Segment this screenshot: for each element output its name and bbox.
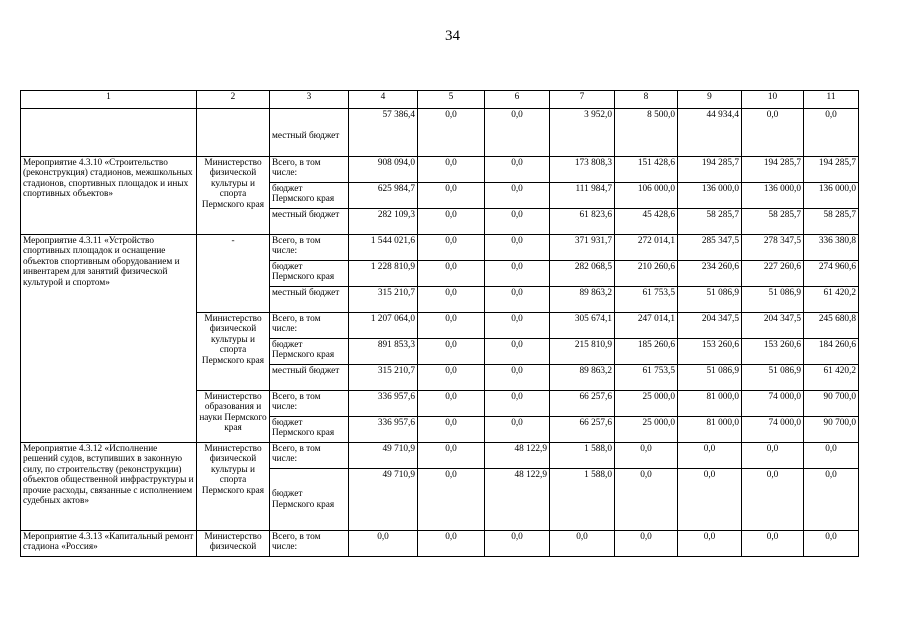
value-cell: 90 700,0 [804, 391, 859, 417]
value-cell: 0,0 [485, 235, 550, 261]
header-row [21, 91, 859, 109]
funding-source-cell: местный бюджет [270, 109, 349, 157]
activity-cell: Мероприятие 4.3.12 «Исполнение решений судов, вступивших в законную силу, по строительству (реконструкции) объектов общественной инфраструктуры и прочие расходы, связанные с исполнением судебных актов» [21, 443, 197, 531]
value-cell: 0,0 [418, 109, 485, 157]
value-cell: 0,0 [678, 443, 742, 469]
value-cell: 371 931,7 [550, 235, 615, 261]
value-cell: 1 588,0 [550, 469, 615, 531]
value-cell: 8 500,0 [615, 109, 678, 157]
value-cell: 0,0 [418, 365, 485, 391]
value-cell: 61 420,2 [804, 287, 859, 313]
organization-cell: Министерство физической культуры и спорта Пермского края [197, 157, 270, 235]
column-header: 11 [804, 91, 859, 109]
value-cell: 90 700,0 [804, 417, 859, 443]
value-cell: 173 808,3 [550, 157, 615, 183]
funding-source-cell: Всего, в том числе: [270, 313, 349, 339]
funding-source-cell: Всего, в том числе: [270, 443, 349, 469]
value-cell: 204 347,5 [742, 313, 804, 339]
value-cell: 61 753,5 [615, 287, 678, 313]
value-cell: 0,0 [678, 531, 742, 557]
value-cell: 0,0 [742, 109, 804, 157]
value-cell: 0,0 [485, 183, 550, 209]
value-cell: 315 210,7 [349, 287, 418, 313]
activity-cell: Мероприятие 4.3.10 «Строительство (реконструкция) стадионов, межшкольных стадионов, спортивных площадок и иных спортивных объектов» [21, 157, 197, 235]
activity-cell: Мероприятие 4.3.13 «Капитальный ремонт стадиона «Россия» [21, 531, 197, 557]
value-cell: 0,0 [742, 469, 804, 531]
value-cell: 0,0 [804, 443, 859, 469]
value-cell: 0,0 [678, 469, 742, 531]
value-cell: 285 347,5 [678, 235, 742, 261]
column-header: 3 [270, 91, 349, 109]
value-cell: 61 753,5 [615, 365, 678, 391]
value-cell: 74 000,0 [742, 391, 804, 417]
column-header: 8 [615, 91, 678, 109]
value-cell: 136 000,0 [678, 183, 742, 209]
value-cell: 625 984,7 [349, 183, 418, 209]
value-cell: 25 000,0 [615, 391, 678, 417]
value-cell: 336 957,6 [349, 417, 418, 443]
value-cell: 305 674,1 [550, 313, 615, 339]
funding-source-cell: Всего, в том числе: [270, 235, 349, 261]
value-cell: 151 428,6 [615, 157, 678, 183]
value-cell: 58 285,7 [804, 209, 859, 235]
value-cell: 272 014,1 [615, 235, 678, 261]
value-cell: 891 853,3 [349, 339, 418, 365]
value-cell: 48 122,9 [485, 443, 550, 469]
value-cell: 51 086,9 [742, 365, 804, 391]
value-cell: 51 086,9 [678, 287, 742, 313]
value-cell: 0,0 [418, 261, 485, 287]
column-header: 10 [742, 91, 804, 109]
value-cell: 0,0 [485, 365, 550, 391]
value-cell: 136 000,0 [804, 183, 859, 209]
value-cell: 89 863,2 [550, 365, 615, 391]
value-cell: 0,0 [418, 183, 485, 209]
organization-cell: Министерство физической культуры и спорта Пермского края [197, 313, 270, 391]
value-cell: 0,0 [418, 235, 485, 261]
column-header: 2 [197, 91, 270, 109]
column-header: 4 [349, 91, 418, 109]
funding-source-cell: Всего, в том числе: [270, 531, 349, 557]
value-cell: 0,0 [615, 443, 678, 469]
value-cell: 0,0 [742, 443, 804, 469]
value-cell: 336 957,6 [349, 391, 418, 417]
funding-source-cell: бюджет Пермского края [270, 339, 349, 365]
value-cell: 57 386,4 [349, 109, 418, 157]
value-cell: 136 000,0 [742, 183, 804, 209]
value-cell: 49 710,9 [349, 443, 418, 469]
funding-source-cell: Всего, в том числе: [270, 391, 349, 417]
funding-source-cell: местный бюджет [270, 287, 349, 313]
organization-cell: - [197, 235, 270, 313]
value-cell: 0,0 [418, 287, 485, 313]
value-cell: 0,0 [615, 531, 678, 557]
table-row [21, 157, 859, 183]
value-cell: 315 210,7 [349, 365, 418, 391]
value-cell: 58 285,7 [742, 209, 804, 235]
value-cell: 194 285,7 [678, 157, 742, 183]
funding-source-cell: бюджет Пермского края [270, 469, 349, 531]
value-cell: 0,0 [418, 209, 485, 235]
value-cell: 204 347,5 [678, 313, 742, 339]
table-row [21, 109, 859, 157]
value-cell: 0,0 [804, 531, 859, 557]
value-cell: 81 000,0 [678, 391, 742, 417]
value-cell: 194 285,7 [804, 157, 859, 183]
value-cell: 194 285,7 [742, 157, 804, 183]
value-cell: 0,0 [418, 417, 485, 443]
value-cell: 1 228 810,9 [349, 261, 418, 287]
table-row [21, 235, 859, 261]
value-cell: 0,0 [804, 469, 859, 531]
value-cell: 234 260,6 [678, 261, 742, 287]
value-cell: 0,0 [550, 531, 615, 557]
value-cell: 0,0 [418, 469, 485, 531]
value-cell: 0,0 [485, 313, 550, 339]
value-cell: 111 984,7 [550, 183, 615, 209]
value-cell: 282 109,3 [349, 209, 418, 235]
value-cell: 0,0 [485, 417, 550, 443]
page-number: 34 [445, 28, 460, 44]
column-header: 9 [678, 91, 742, 109]
value-cell: 0,0 [485, 109, 550, 157]
activity-cell [21, 109, 197, 157]
organization-cell: Министерство физической культуры и спорта Пермского края [197, 443, 270, 531]
funding-source-cell: бюджет Пермского края [270, 183, 349, 209]
budget-table [20, 90, 859, 557]
organization-cell [197, 109, 270, 157]
organization-cell: Министерство образования и науки Пермского края [197, 391, 270, 443]
table-row [21, 443, 859, 469]
value-cell: 215 810,9 [550, 339, 615, 365]
value-cell: 0,0 [418, 531, 485, 557]
value-cell: 908 094,0 [349, 157, 418, 183]
value-cell: 0,0 [742, 531, 804, 557]
value-cell: 44 934,4 [678, 109, 742, 157]
value-cell: 49 710,9 [349, 469, 418, 531]
value-cell: 336 380,8 [804, 235, 859, 261]
value-cell: 0,0 [485, 531, 550, 557]
activity-cell: Мероприятие 4.3.11 «Устройство спортивных площадок и оснащение объектов спортивным оборудованием и инвентарем для занятий физической культурой и спортом» [21, 235, 197, 443]
funding-source-cell: Всего, в том числе: [270, 157, 349, 183]
funding-source-cell: местный бюджет [270, 209, 349, 235]
value-cell: 1 544 021,6 [349, 235, 418, 261]
value-cell: 0,0 [418, 157, 485, 183]
value-cell: 1 588,0 [550, 443, 615, 469]
table-row [21, 531, 859, 557]
funding-source-cell: местный бюджет [270, 365, 349, 391]
value-cell: 0,0 [349, 531, 418, 557]
value-cell: 0,0 [485, 287, 550, 313]
value-cell: 25 000,0 [615, 417, 678, 443]
funding-source-cell: бюджет Пермского края [270, 417, 349, 443]
column-header: 7 [550, 91, 615, 109]
value-cell: 0,0 [485, 391, 550, 417]
value-cell: 185 260,6 [615, 339, 678, 365]
value-cell: 153 260,6 [678, 339, 742, 365]
value-cell: 66 257,6 [550, 417, 615, 443]
value-cell: 227 260,6 [742, 261, 804, 287]
value-cell: 51 086,9 [742, 287, 804, 313]
value-cell: 274 960,6 [804, 261, 859, 287]
value-cell: 0,0 [485, 157, 550, 183]
value-cell: 48 122,9 [485, 469, 550, 531]
funding-source-cell: бюджет Пермского края [270, 261, 349, 287]
value-cell: 153 260,6 [742, 339, 804, 365]
value-cell: 0,0 [615, 469, 678, 531]
value-cell: 282 068,5 [550, 261, 615, 287]
value-cell: 61 823,6 [550, 209, 615, 235]
value-cell: 0,0 [485, 261, 550, 287]
value-cell: 0,0 [485, 209, 550, 235]
value-cell: 0,0 [418, 391, 485, 417]
value-cell: 278 347,5 [742, 235, 804, 261]
value-cell: 45 428,6 [615, 209, 678, 235]
value-cell: 74 000,0 [742, 417, 804, 443]
value-cell: 247 014,1 [615, 313, 678, 339]
value-cell: 66 257,6 [550, 391, 615, 417]
value-cell: 58 285,7 [678, 209, 742, 235]
value-cell: 210 260,6 [615, 261, 678, 287]
value-cell: 245 680,8 [804, 313, 859, 339]
value-cell: 184 260,6 [804, 339, 859, 365]
value-cell: 3 952,0 [550, 109, 615, 157]
value-cell: 106 000,0 [615, 183, 678, 209]
value-cell: 81 000,0 [678, 417, 742, 443]
value-cell: 0,0 [804, 109, 859, 157]
value-cell: 0,0 [418, 313, 485, 339]
organization-cell: Министерство физической [197, 531, 270, 557]
column-header: 1 [21, 91, 197, 109]
column-header: 5 [418, 91, 485, 109]
value-cell: 0,0 [418, 339, 485, 365]
column-header: 6 [485, 91, 550, 109]
value-cell: 61 420,2 [804, 365, 859, 391]
value-cell: 51 086,9 [678, 365, 742, 391]
value-cell: 1 207 064,0 [349, 313, 418, 339]
value-cell: 89 863,2 [550, 287, 615, 313]
value-cell: 0,0 [485, 339, 550, 365]
value-cell: 0,0 [418, 443, 485, 469]
